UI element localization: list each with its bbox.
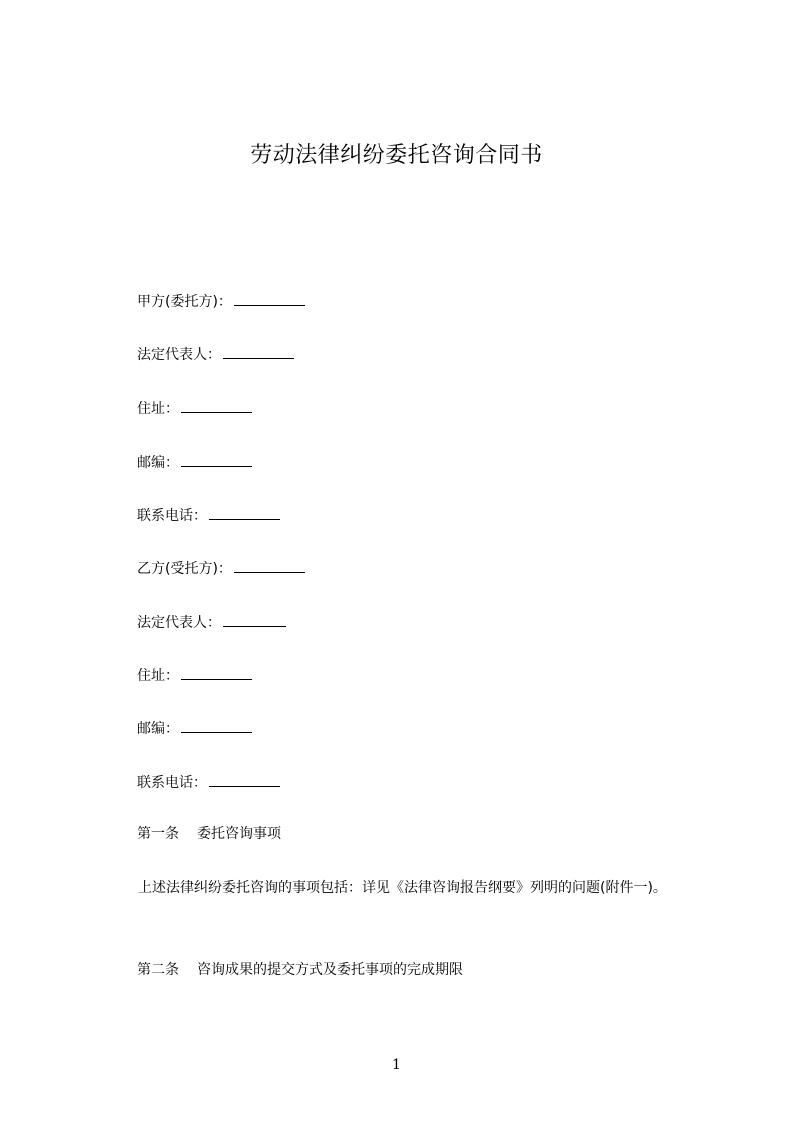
party-b-blank[interactable] bbox=[234, 558, 305, 573]
party-b-label: 乙方(受托方)： bbox=[137, 561, 232, 577]
document-title: 劳动法律纠纷委托咨询合同书 bbox=[250, 143, 543, 168]
party-a-label: 甲方(委托方)： bbox=[137, 294, 232, 310]
party-b-postcode-label: 邮编： bbox=[137, 721, 179, 737]
article-2-number: 第二条 bbox=[137, 962, 179, 978]
party-b-phone-line bbox=[137, 772, 280, 793]
party-a-phone-blank[interactable] bbox=[209, 505, 280, 520]
party-a-postcode-line bbox=[137, 452, 252, 473]
party-a-address-blank[interactable] bbox=[181, 398, 252, 413]
party-b-postcode-line bbox=[137, 718, 252, 739]
party-a-rep-line bbox=[137, 344, 294, 365]
party-a-address-label: 住址： bbox=[137, 401, 179, 417]
party-a-postcode-label: 邮编： bbox=[137, 455, 179, 471]
party-b-line bbox=[137, 558, 305, 579]
party-a-phone-line bbox=[137, 505, 280, 526]
party-b-rep-line bbox=[137, 612, 286, 633]
party-b-address-blank[interactable] bbox=[181, 665, 252, 680]
party-a-line bbox=[137, 291, 305, 312]
party-b-phone-label: 联系电话： bbox=[137, 775, 207, 791]
article-1-number: 第一条 bbox=[137, 826, 179, 842]
party-b-address-label: 住址： bbox=[137, 668, 179, 684]
party-b-address-line bbox=[137, 665, 252, 686]
party-a-rep-label: 法定代表人： bbox=[137, 347, 221, 363]
party-b-rep-blank[interactable] bbox=[223, 612, 286, 627]
party-a-rep-blank[interactable] bbox=[223, 344, 294, 359]
article-1-heading bbox=[137, 824, 281, 844]
article-1-body: 上述法律纠纷委托咨询的事项包括：详见《法律咨询报告纲要》列明的问题(附件一)。 bbox=[138, 880, 667, 896]
party-b-rep-label: 法定代表人： bbox=[137, 615, 221, 631]
party-b-phone-blank[interactable] bbox=[209, 772, 280, 787]
party-a-postcode-blank[interactable] bbox=[181, 452, 252, 467]
article-2-heading bbox=[137, 960, 463, 980]
party-b-postcode-blank[interactable] bbox=[181, 718, 252, 733]
party-a-phone-label: 联系电话： bbox=[137, 508, 207, 524]
article-1-title: 委托咨询事项 bbox=[197, 826, 281, 842]
article-2-title: 咨询成果的提交方式及委托事项的完成期限 bbox=[197, 962, 463, 978]
page-number: 1 bbox=[392, 1057, 401, 1073]
party-a-address-line bbox=[137, 398, 252, 419]
party-a-blank[interactable] bbox=[234, 291, 305, 306]
